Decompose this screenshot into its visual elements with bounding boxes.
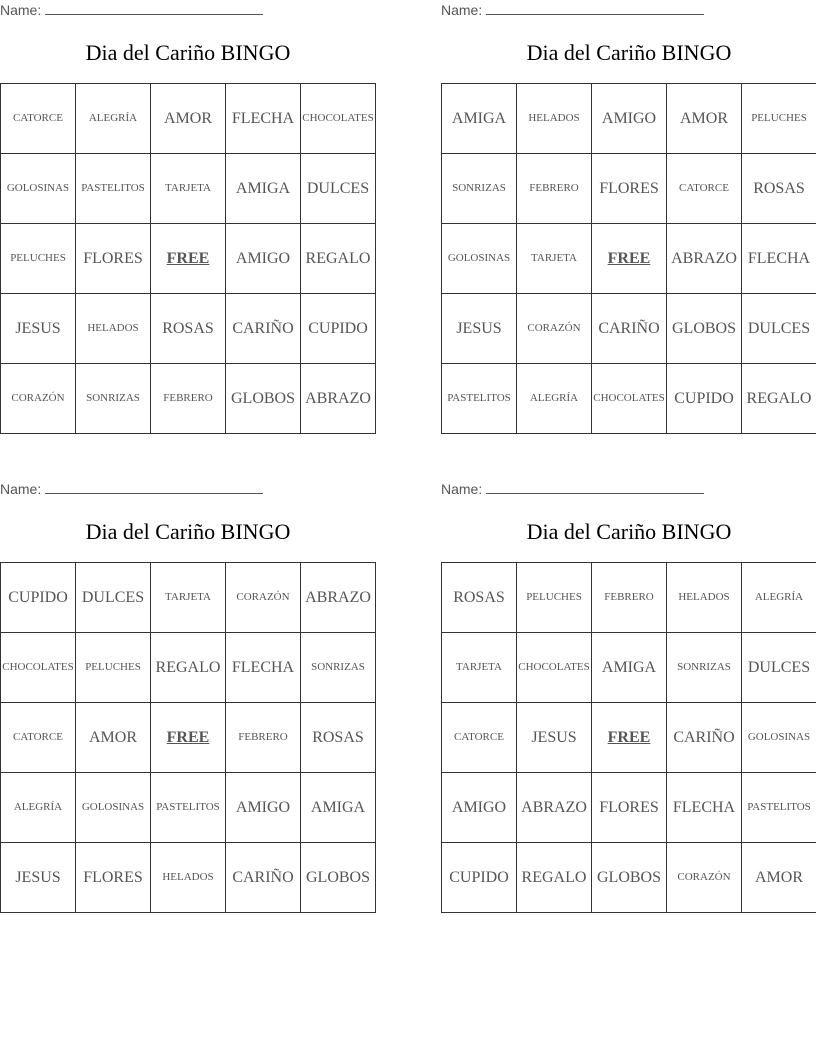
name-label: Name: — [441, 481, 483, 497]
bingo-row — [1, 563, 376, 633]
bingo-cell: PASTELITOS — [442, 364, 517, 434]
bingo-cell: ABRAZO — [301, 563, 376, 633]
bingo-cell: REGALO — [517, 843, 592, 913]
bingo-cell: TARJETA — [517, 224, 592, 294]
bingo-cell: CATORCE — [442, 703, 517, 773]
bingo-cell: CARIÑO — [226, 294, 301, 364]
bingo-cell: AMOR — [667, 84, 742, 154]
bingo-card-2 — [441, 0, 816, 440]
bingo-cell: ABRAZO — [517, 773, 592, 843]
free-space: FREE — [592, 703, 667, 773]
name-label: Name: — [0, 2, 42, 18]
bingo-cell: REGALO — [151, 633, 226, 703]
bingo-cell: PELUCHES — [517, 563, 592, 633]
bingo-grid — [441, 83, 816, 434]
bingo-row — [1, 364, 376, 434]
bingo-cell: CORAZÓN — [517, 294, 592, 364]
bingo-row — [1, 84, 376, 154]
bingo-cell: AMIGO — [592, 84, 667, 154]
bingo-cell: CUPIDO — [667, 364, 742, 434]
bingo-cell: FLECHA — [742, 224, 816, 294]
bingo-cell: AMIGO — [226, 773, 301, 843]
name-field — [0, 481, 263, 497]
bingo-cell: CARIÑO — [592, 294, 667, 364]
free-space: FREE — [151, 224, 226, 294]
bingo-cell: CHOCOLATES — [1, 633, 76, 703]
bingo-cell: CHOCOLATES — [517, 633, 592, 703]
bingo-cell: SONRIZAS — [442, 154, 517, 224]
bingo-cell: DULCES — [76, 563, 151, 633]
bingo-cell: PELUCHES — [1, 224, 76, 294]
bingo-cell: PASTELITOS — [151, 773, 226, 843]
bingo-cell: ROSAS — [742, 154, 816, 224]
bingo-row — [442, 563, 816, 633]
bingo-row — [1, 703, 376, 773]
bingo-cell: CATORCE — [1, 84, 76, 154]
bingo-row — [1, 843, 376, 913]
bingo-cell: AMIGA — [442, 84, 517, 154]
bingo-cell: SONRIZAS — [301, 633, 376, 703]
bingo-cell: JESUS — [1, 843, 76, 913]
bingo-cell: FEBRERO — [226, 703, 301, 773]
bingo-row — [442, 703, 816, 773]
bingo-cell: HELADOS — [76, 294, 151, 364]
bingo-cell: REGALO — [742, 364, 816, 434]
bingo-cell: PELUCHES — [742, 84, 816, 154]
bingo-cell: ALEGRÍA — [517, 364, 592, 434]
bingo-cell: FLORES — [76, 224, 151, 294]
name-field — [441, 481, 704, 497]
bingo-cell: HELADOS — [151, 843, 226, 913]
bingo-grid — [0, 562, 376, 913]
bingo-cell: ROSAS — [442, 563, 517, 633]
bingo-cell: GLOBOS — [301, 843, 376, 913]
bingo-cell: AMIGO — [226, 224, 301, 294]
bingo-cell: PASTELITOS — [742, 773, 816, 843]
bingo-cell: CUPIDO — [1, 563, 76, 633]
name-blank-line — [45, 2, 263, 15]
bingo-cell: AMIGA — [592, 633, 667, 703]
bingo-cell: SONRIZAS — [76, 364, 151, 434]
bingo-cell: AMOR — [76, 703, 151, 773]
free-space: FREE — [592, 224, 667, 294]
bingo-cell: SONRIZAS — [667, 633, 742, 703]
bingo-cell: ROSAS — [301, 703, 376, 773]
bingo-cell: CORAZÓN — [667, 843, 742, 913]
bingo-cell: JESUS — [1, 294, 76, 364]
bingo-row — [1, 773, 376, 843]
bingo-cell: CHOCOLATES — [301, 84, 376, 154]
bingo-cell: CUPIDO — [442, 843, 517, 913]
bingo-cell: FLORES — [592, 773, 667, 843]
bingo-cell: ABRAZO — [301, 364, 376, 434]
bingo-cell: ALEGRÍA — [742, 563, 816, 633]
bingo-cell: GOLOSINAS — [76, 773, 151, 843]
bingo-cell: ABRAZO — [667, 224, 742, 294]
free-space: FREE — [151, 703, 226, 773]
bingo-cell: GOLOSINAS — [442, 224, 517, 294]
card-title: Dia del Cariño BINGO — [85, 519, 291, 544]
bingo-cell: FLECHA — [667, 773, 742, 843]
bingo-cell: GOLOSINAS — [742, 703, 816, 773]
card-title: Dia del Cariño BINGO — [526, 40, 732, 65]
bingo-cell: TARJETA — [151, 154, 226, 224]
name-blank-line — [486, 2, 704, 15]
bingo-cell: GOLOSINAS — [1, 154, 76, 224]
bingo-row — [442, 633, 816, 703]
bingo-row — [1, 633, 376, 703]
bingo-grid — [0, 83, 376, 434]
bingo-cell: FEBRERO — [151, 364, 226, 434]
bingo-cell: FEBRERO — [592, 563, 667, 633]
bingo-cell: CHOCOLATES — [592, 364, 667, 434]
bingo-cell: ALEGRÍA — [1, 773, 76, 843]
bingo-cell: PASTELITOS — [76, 154, 151, 224]
bingo-row — [442, 294, 816, 364]
bingo-row — [442, 84, 816, 154]
bingo-cell: CARIÑO — [667, 703, 742, 773]
bingo-cell: DULCES — [742, 294, 816, 364]
bingo-cell: HELADOS — [667, 563, 742, 633]
bingo-cell: AMIGA — [226, 154, 301, 224]
bingo-cell: HELADOS — [517, 84, 592, 154]
bingo-cell: AMIGO — [442, 773, 517, 843]
bingo-cell: FLORES — [76, 843, 151, 913]
bingo-cell: TARJETA — [151, 563, 226, 633]
bingo-cell: CUPIDO — [301, 294, 376, 364]
bingo-cell: ALEGRÍA — [76, 84, 151, 154]
bingo-cell: JESUS — [517, 703, 592, 773]
bingo-row — [442, 224, 816, 294]
bingo-cell: GLOBOS — [667, 294, 742, 364]
bingo-cell: CARIÑO — [226, 843, 301, 913]
bingo-cell: JESUS — [442, 294, 517, 364]
bingo-cell: AMIGA — [301, 773, 376, 843]
bingo-cell: FLECHA — [226, 633, 301, 703]
bingo-row — [1, 154, 376, 224]
bingo-cell: FLORES — [592, 154, 667, 224]
bingo-row — [1, 224, 376, 294]
card-title: Dia del Cariño BINGO — [85, 40, 291, 65]
bingo-cell: CORAZÓN — [1, 364, 76, 434]
bingo-card-3 — [0, 479, 376, 919]
bingo-card-4 — [441, 479, 816, 919]
bingo-cell: PELUCHES — [76, 633, 151, 703]
name-field — [0, 2, 263, 18]
bingo-card-1 — [0, 0, 376, 440]
bingo-row — [442, 773, 816, 843]
bingo-row — [442, 154, 816, 224]
name-field — [441, 2, 704, 18]
bingo-row — [442, 364, 816, 434]
bingo-cell: GLOBOS — [226, 364, 301, 434]
bingo-cell: AMOR — [151, 84, 226, 154]
bingo-cell: REGALO — [301, 224, 376, 294]
bingo-cell: DULCES — [742, 633, 816, 703]
name-blank-line — [486, 481, 704, 494]
bingo-cell: DULCES — [301, 154, 376, 224]
bingo-row — [442, 843, 816, 913]
name-label: Name: — [441, 2, 483, 18]
bingo-grid — [441, 562, 816, 913]
bingo-cell: ROSAS — [151, 294, 226, 364]
bingo-cell: CATORCE — [667, 154, 742, 224]
card-title: Dia del Cariño BINGO — [526, 519, 732, 544]
bingo-cell: FEBRERO — [517, 154, 592, 224]
bingo-cell: TARJETA — [442, 633, 517, 703]
bingo-cell: CORAZÓN — [226, 563, 301, 633]
bingo-row — [1, 294, 376, 364]
name-label: Name: — [0, 481, 42, 497]
bingo-cell: GLOBOS — [592, 843, 667, 913]
name-blank-line — [45, 481, 263, 494]
bingo-cell: FLECHA — [226, 84, 301, 154]
bingo-cell: CATORCE — [1, 703, 76, 773]
bingo-cell: AMOR — [742, 843, 816, 913]
